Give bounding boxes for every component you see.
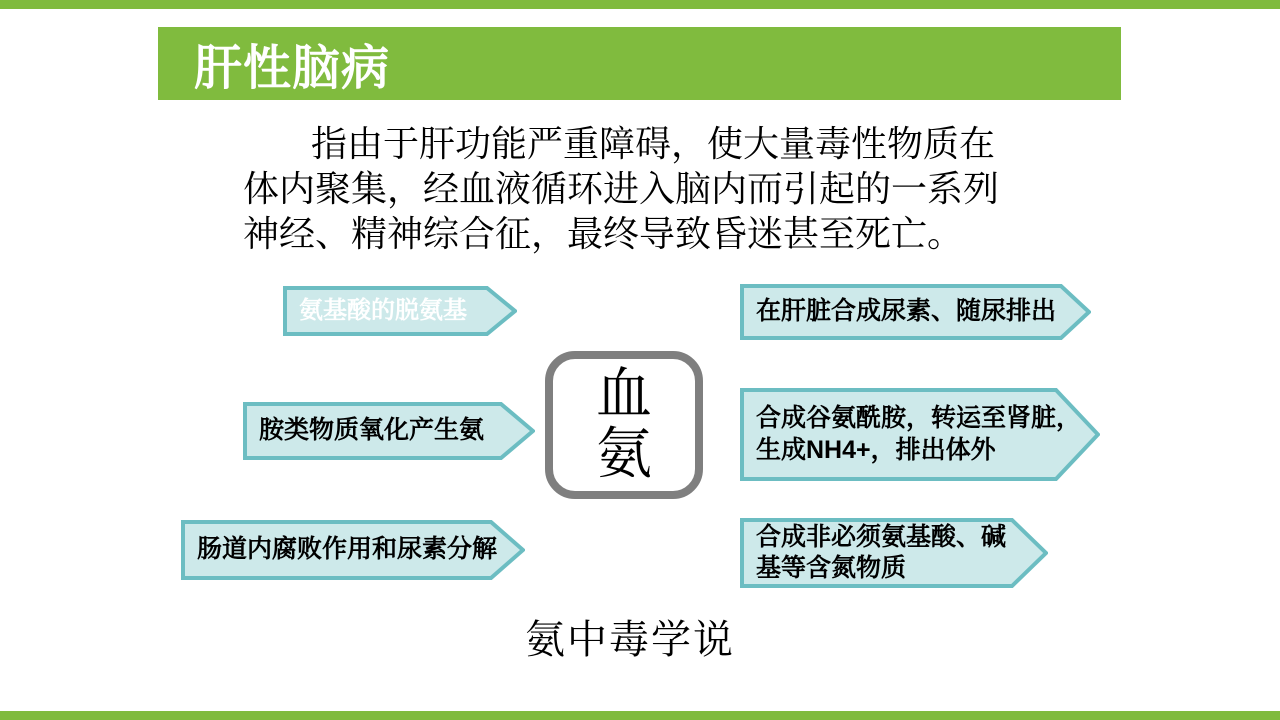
center-node-char-1: 血 [596, 364, 652, 426]
clearance-arrow-glutamine [740, 388, 1100, 481]
clearance-arrow-line: 生成NH4+，排出体外 [756, 435, 996, 464]
source-arrow-deamination [283, 286, 517, 336]
bottom-accent-bar [0, 711, 1280, 720]
clearance-arrow-label [740, 284, 1091, 340]
slide-title: 肝性脑病 [194, 42, 391, 95]
center-node-char-2: 氨 [596, 424, 652, 486]
clearance-arrow-line: 合成谷氨酰胺，转运至肾脏， [756, 404, 1082, 433]
intro-line-1: 指由于肝功能严重障碍，使大量毒性物质在 [311, 123, 996, 164]
intro-line-3: 神经、精神综合征，最终导致昏迷甚至死亡。 [243, 213, 964, 254]
clearance-arrow-label [740, 388, 1100, 481]
source-arrow-label: 肠道内腐败作用和尿素分解 [197, 535, 498, 564]
source-arrow-label: 胺类物质氧化产生氨 [259, 416, 485, 445]
source-arrow-label: 氨基酸的脱氨基 [299, 297, 467, 324]
diagram-caption: 氨中毒学说 [525, 618, 735, 662]
intro-paragraph [243, 121, 999, 256]
top-accent-bar [0, 0, 1280, 9]
clearance-arrow-line: 在肝脏合成尿素、随尿排出 [756, 297, 1057, 326]
clearance-arrow-urea-synthesis [740, 284, 1091, 340]
clearance-arrow-amino-acid-synthesis [740, 518, 1048, 588]
source-arrow-amine-oxidation [243, 402, 535, 460]
intro-line-2: 体内聚集，经血液循环进入脑内而引起的一系列 [243, 168, 1000, 209]
clearance-arrow-label [740, 518, 1048, 588]
clearance-arrow-line: 合成非必须氨基酸、碱 [756, 522, 1007, 551]
source-arrow-intestinal-decay [181, 520, 525, 580]
blood-ammonia-node [545, 351, 703, 499]
clearance-arrow-line: 基等含氮物质 [756, 554, 907, 582]
slide-header-band [158, 27, 1121, 100]
